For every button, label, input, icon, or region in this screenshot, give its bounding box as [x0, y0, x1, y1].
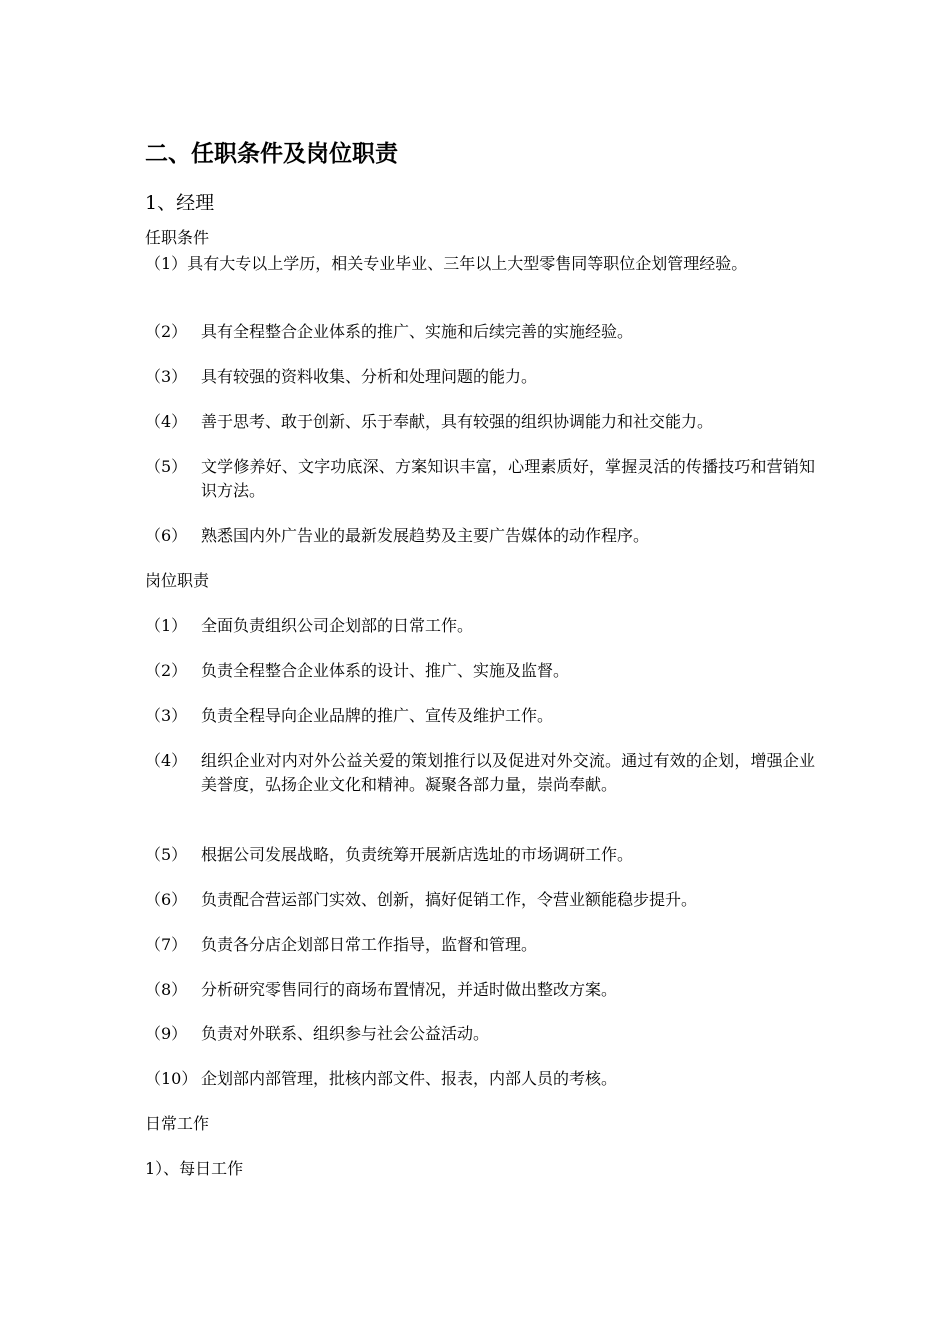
item-number: （5） [145, 845, 188, 864]
item-text: 分析研究零售同行的商场布置情况，并适时做出整改方案。 [201, 980, 618, 999]
item-number: （2） [145, 661, 188, 680]
item-text: 善于思考、敢于创新、乐于奉献，具有较强的组织协调能力和社交能力。 [201, 412, 714, 431]
responsibility-item [145, 749, 815, 797]
qualification-item [145, 524, 815, 548]
item-number: （4） [145, 751, 188, 770]
item-number: （10） [145, 1069, 198, 1088]
item-number: （3） [145, 706, 188, 725]
daily-work-label: 日常工作 [145, 1114, 210, 1133]
item-text: 熟悉国内外广告业的最新发展趋势及主要广告媒体的动作程序。 [201, 526, 650, 545]
section-title: 二、任职条件及岗位职责 [145, 140, 398, 167]
item-text: 组织企业对内对外公益关爱的策划推行以及促进对外交流。通过有效的企划，增强企业美誉度，弘扬企业文化和精神。凝聚各部力量，崇尚奉献。 [201, 751, 815, 794]
item-text: 负责配合营运部门实效、创新，搞好促销工作，令营业额能稳步提升。 [201, 890, 698, 909]
responsibility-item [145, 1022, 815, 1046]
position-title: 1、经理 [145, 192, 215, 214]
qualification-item [145, 365, 815, 389]
item-number: （6） [145, 526, 188, 545]
item-number: （7） [145, 935, 188, 954]
item-text: 文学修养好、文字功底深、方案知识丰富，心理素质好，掌握灵活的传播技巧和营销知识方法。 [201, 457, 815, 500]
item-number: （4） [145, 412, 188, 431]
item-text: 负责对外联系、组织参与社会公益活动。 [201, 1024, 490, 1043]
responsibility-item [145, 1067, 815, 1091]
item-text: 具有较强的资料收集、分析和处理问题的能力。 [201, 367, 538, 386]
responsibility-item [145, 614, 815, 638]
qualification-item [145, 320, 815, 344]
responsibilities-label: 岗位职责 [145, 571, 210, 590]
item-number: （3） [145, 367, 188, 386]
item-text: 负责全程整合企业体系的设计、推广、实施及监督。 [201, 661, 570, 680]
qualification-item [145, 410, 815, 434]
responsibility-item [145, 843, 815, 867]
item-text: 负责各分店企划部日常工作指导，监督和管理。 [201, 935, 538, 954]
responsibility-item [145, 888, 815, 912]
qualification-item [145, 455, 815, 503]
qualifications-label: 任职条件 [145, 228, 210, 247]
responsibility-item [145, 978, 815, 1002]
item-text: 具有大专以上学历，相关专业毕业、三年以上大型零售同等职位企划管理经验。 [187, 254, 748, 273]
item-text: 负责全程导向企业品牌的推广、宣传及维护工作。 [201, 706, 554, 725]
item-number: （1） [145, 616, 188, 635]
responsibility-item [145, 933, 815, 957]
item-number: （6） [145, 890, 188, 909]
item-number: （9） [145, 1024, 188, 1043]
qualification-item [145, 252, 815, 276]
item-number: （1） [145, 254, 188, 273]
responsibility-item [145, 704, 815, 728]
item-text: 全面负责组织公司企划部的日常工作。 [201, 616, 474, 635]
responsibility-item [145, 659, 815, 683]
item-number: （2） [145, 322, 188, 341]
item-number: （5） [145, 457, 188, 476]
item-text: 企划部内部管理，批核内部文件、报表，内部人员的考核。 [201, 1069, 618, 1088]
item-text: 具有全程整合企业体系的推广、实施和后续完善的实施经验。 [201, 322, 634, 341]
daily-work-first: 1）、每日工作 [145, 1159, 244, 1178]
item-text: 根据公司发展战略，负责统筹开展新店选址的市场调研工作。 [201, 845, 634, 864]
item-number: （8） [145, 980, 188, 999]
